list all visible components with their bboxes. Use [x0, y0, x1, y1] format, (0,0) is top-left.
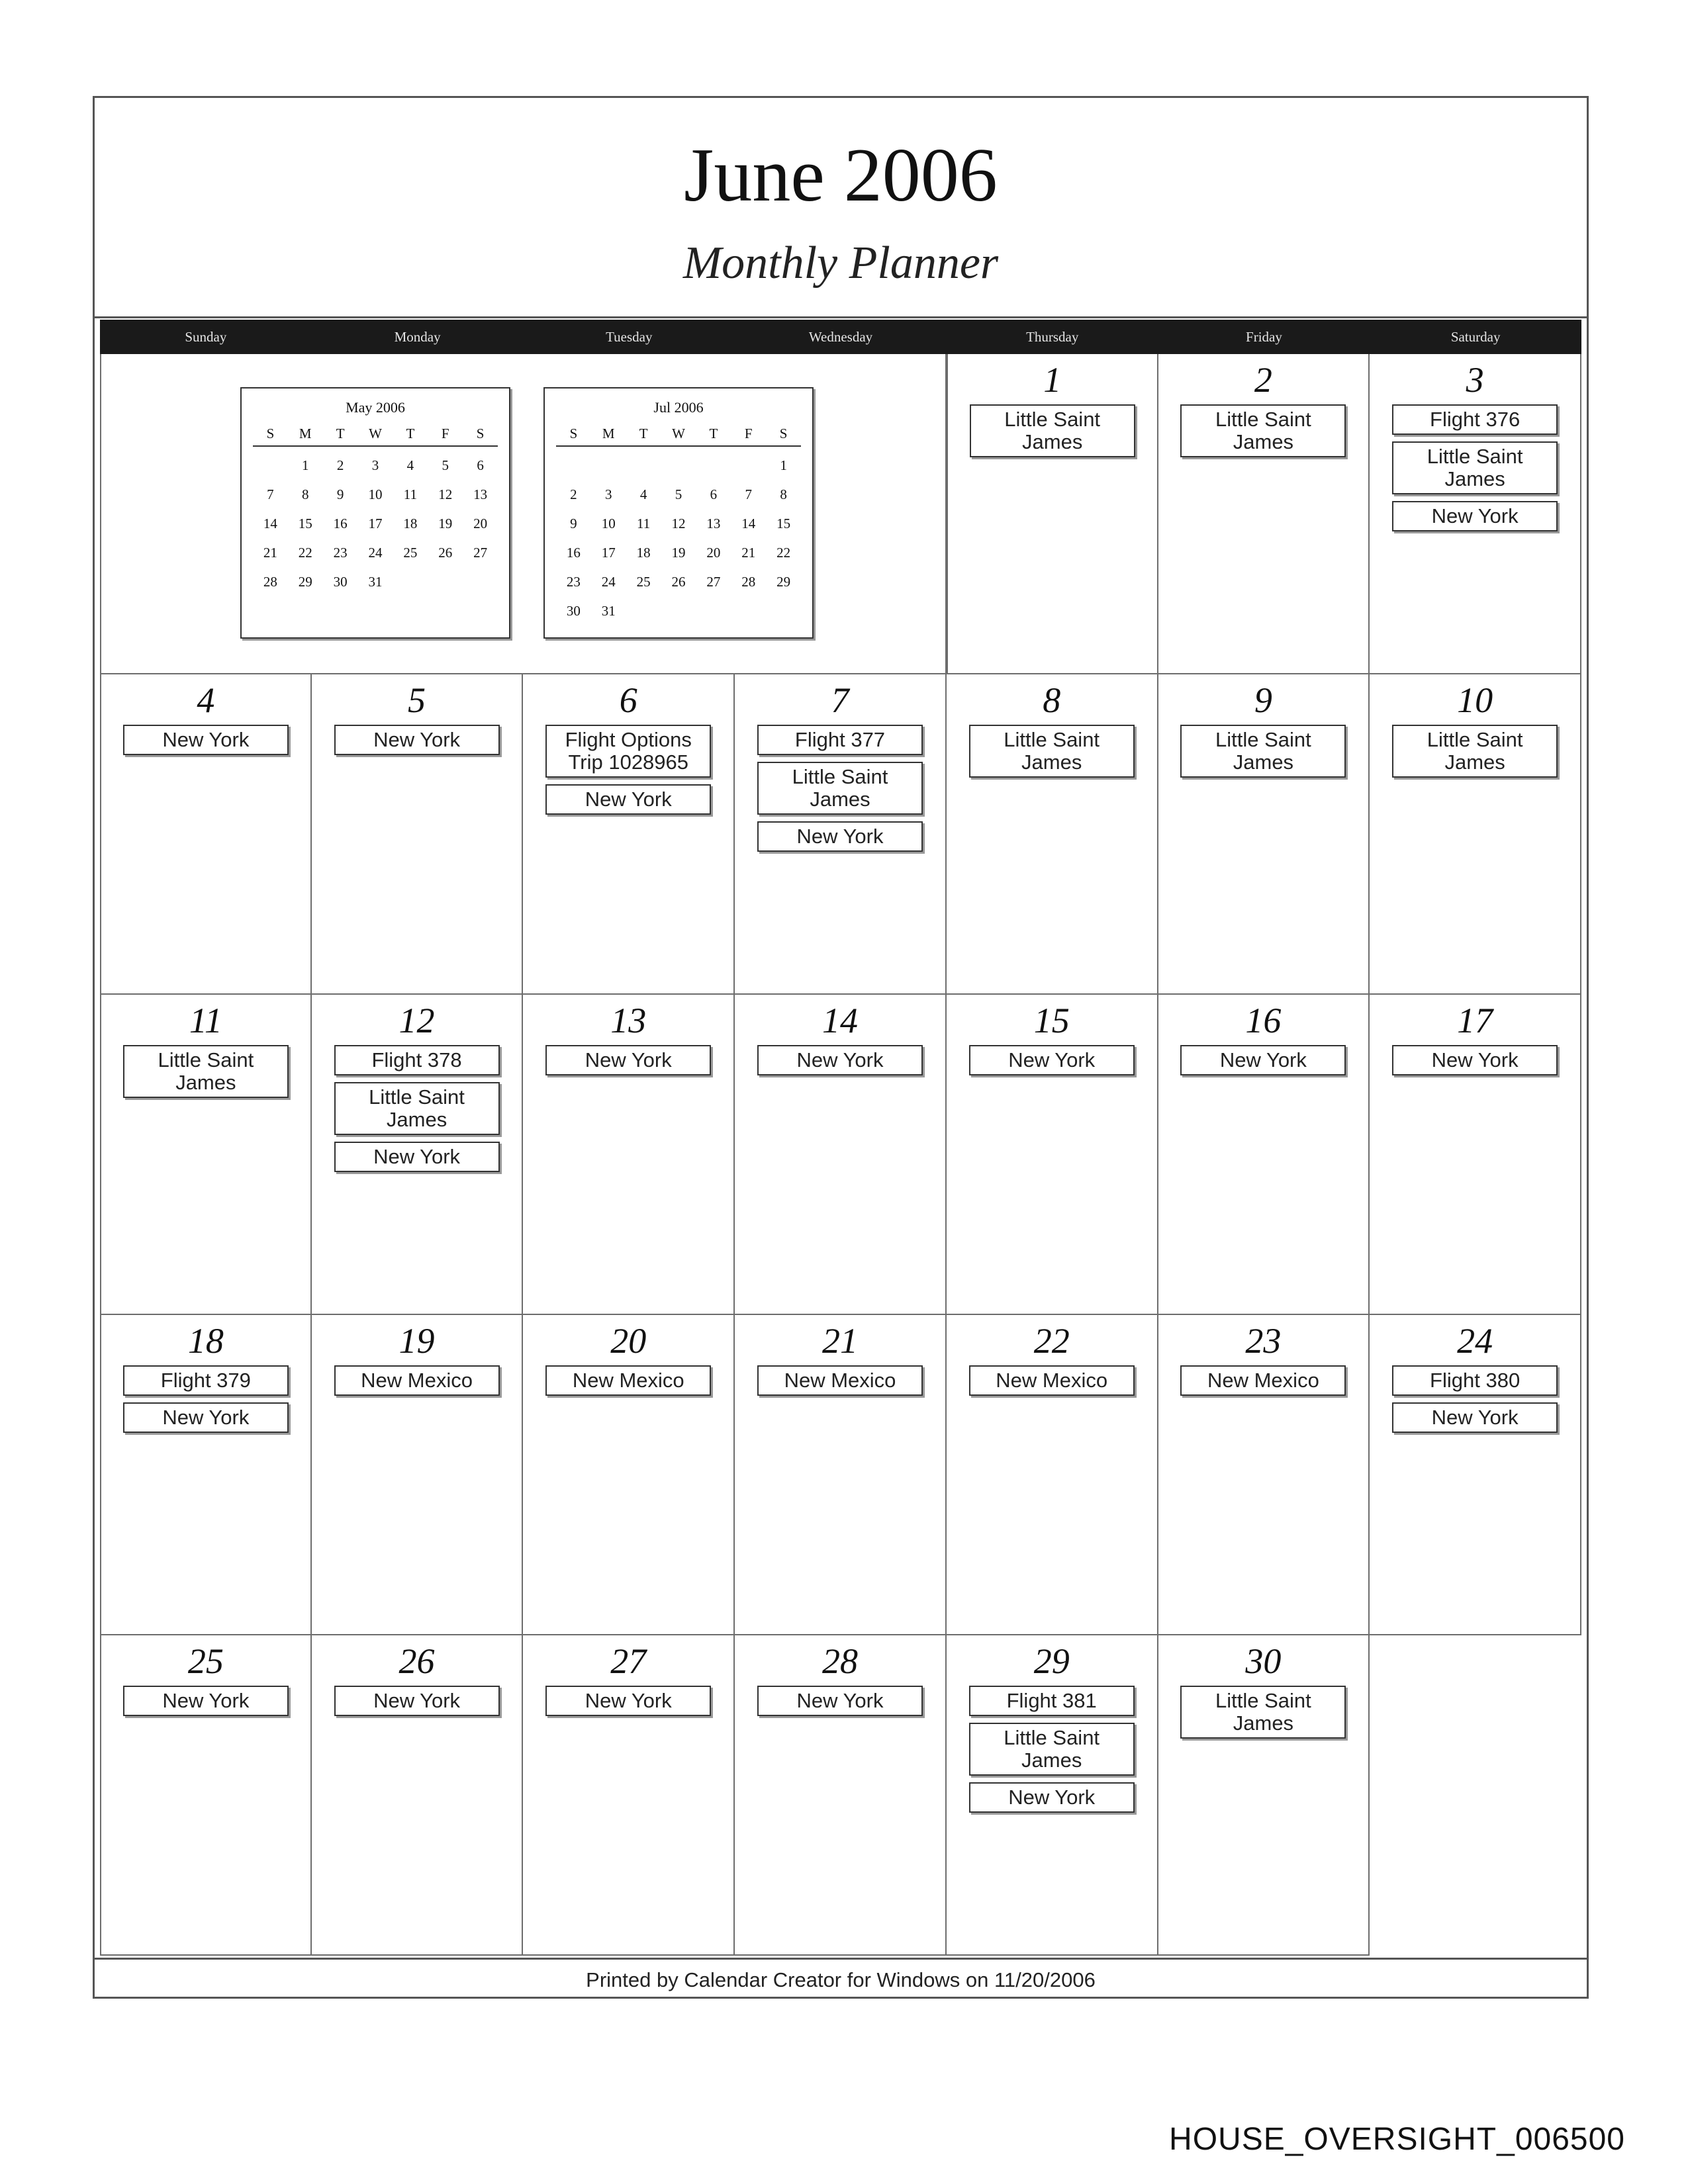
day-number: 28 [821, 1641, 858, 1681]
event-list [523, 1045, 733, 1075]
event-entry[interactable]: New York [123, 1402, 289, 1433]
event-list [101, 1365, 310, 1433]
mini-day: 10 [368, 486, 383, 502]
day-cell-22[interactable] [947, 1315, 1158, 1635]
event-list [1370, 404, 1580, 531]
day-number: 4 [197, 680, 215, 720]
mini-day: 15 [776, 516, 791, 531]
day-number: 15 [1033, 1001, 1070, 1040]
event-entry[interactable]: New York [1392, 501, 1558, 531]
event-list [523, 1686, 733, 1716]
mini-weekday-label: S [766, 422, 801, 447]
mini-day: 6 [477, 457, 484, 473]
day-cell-15[interactable] [947, 995, 1158, 1315]
mini-day: 3 [371, 457, 379, 473]
day-number: 12 [399, 1001, 435, 1040]
mini-day: 12 [438, 486, 453, 502]
mini-weekday-label: T [696, 422, 731, 447]
mini-day: 9 [336, 486, 344, 502]
mini-calendar-days [253, 422, 498, 596]
mini-day: 28 [741, 574, 756, 590]
mini-day: 12 [671, 516, 686, 531]
mini-day: 5 [442, 457, 449, 473]
mini-day: 14 [263, 516, 277, 531]
event-entry[interactable]: Little Saint James [1392, 441, 1558, 494]
day-cell-13[interactable] [523, 995, 735, 1315]
day-cell-21[interactable] [735, 1315, 947, 1635]
mini-day: 16 [566, 545, 581, 561]
day-number: 6 [619, 680, 637, 720]
event-entry[interactable]: New York [1180, 1045, 1346, 1075]
mini-day: 4 [406, 457, 414, 473]
event-list [1158, 1045, 1369, 1075]
event-list [1158, 1365, 1369, 1396]
day-cell-17[interactable] [1370, 995, 1581, 1315]
event-list [947, 1045, 1157, 1075]
mini-day: 4 [639, 486, 647, 502]
event-entry[interactable]: New Mexico [545, 1365, 711, 1396]
mini-day: 15 [298, 516, 312, 531]
day-number: 11 [189, 1001, 222, 1040]
mini-day: 18 [636, 545, 651, 561]
mini-day: 24 [601, 574, 616, 590]
mini-weekday-label: W [661, 422, 696, 447]
day-number: 23 [1245, 1321, 1282, 1361]
event-list [1158, 1686, 1369, 1739]
mini-day: 23 [566, 574, 581, 590]
mini-weekday-label: S [463, 422, 498, 447]
event-entry[interactable]: Flight 377 [757, 725, 923, 755]
event-list [1370, 725, 1580, 778]
event-list [1158, 725, 1369, 778]
mini-day [393, 567, 428, 596]
mini-day [428, 567, 463, 596]
mini-day: 17 [601, 545, 616, 561]
event-list [312, 1686, 522, 1716]
mini-day: 22 [298, 545, 312, 561]
event-entry[interactable]: Little Saint James [1180, 404, 1346, 457]
weekday-label-thursday: Thursday [1026, 329, 1079, 345]
day-cell-10[interactable] [1370, 674, 1581, 995]
day-cell-8[interactable] [947, 674, 1158, 995]
event-entry[interactable]: New York [123, 725, 289, 755]
event-entry[interactable]: Flight 381 [969, 1686, 1135, 1716]
day-cell-9[interactable] [1158, 674, 1370, 995]
day-cell-25[interactable] [100, 1635, 312, 1956]
weekday-header-bar [100, 320, 1581, 354]
event-entry[interactable]: Flight 376 [1392, 404, 1558, 435]
event-entry[interactable]: Flight Options Trip 1028965 [545, 725, 711, 778]
event-entry[interactable]: Flight 380 [1392, 1365, 1558, 1396]
event-entry[interactable]: New York [1392, 1045, 1558, 1075]
day-cell-7[interactable] [735, 674, 947, 995]
day-number: 9 [1254, 680, 1272, 720]
day-cell-29[interactable] [947, 1635, 1158, 1956]
event-list [947, 725, 1157, 778]
event-entry[interactable]: Little Saint James [757, 762, 923, 815]
day-cell-18[interactable] [100, 1315, 312, 1635]
mini-weekday-label: F [428, 422, 463, 447]
day-number: 19 [399, 1321, 435, 1361]
mini-day: 22 [776, 545, 791, 561]
day-number: 20 [610, 1321, 647, 1361]
mini-day: 21 [263, 545, 277, 561]
event-list [948, 404, 1157, 457]
day-number: 1 [1043, 360, 1062, 400]
mini-weekday-label: S [253, 422, 288, 447]
mini-day: 17 [368, 516, 383, 531]
event-list [312, 1045, 522, 1172]
mini-day [696, 596, 731, 625]
mini-weekday-label: M [591, 422, 626, 447]
day-cell-16[interactable] [1158, 995, 1370, 1315]
day-cell-26[interactable] [312, 1635, 524, 1956]
mini-day [731, 596, 766, 625]
event-entry[interactable]: Little Saint James [970, 404, 1135, 457]
weekday-label-friday: Friday [1246, 329, 1282, 345]
day-number: 21 [821, 1321, 858, 1361]
day-cell-11[interactable] [100, 995, 312, 1315]
mini-day: 8 [780, 486, 787, 502]
event-entry[interactable]: New York [545, 784, 711, 815]
mini-day: 19 [671, 545, 686, 561]
mini-day: 9 [570, 516, 577, 531]
day-number: 5 [408, 680, 426, 720]
day-number: 3 [1466, 360, 1484, 400]
mini-day: 6 [710, 486, 718, 502]
page-subtitle: Monthly Planner [682, 238, 999, 289]
mini-day: 20 [706, 545, 721, 561]
day-cell-23[interactable] [1158, 1315, 1370, 1635]
event-list [735, 725, 945, 852]
mini-weekday-label: W [358, 422, 393, 447]
event-entry[interactable]: New York [334, 1142, 500, 1172]
weekday-label-sunday: Sunday [185, 329, 227, 345]
mini-weekday-label: T [323, 422, 358, 447]
mini-day: 30 [566, 603, 581, 619]
event-entry[interactable]: Little Saint James [969, 725, 1135, 778]
event-list [735, 1045, 945, 1075]
event-entry[interactable]: Little Saint James [1392, 725, 1558, 778]
mini-day [463, 567, 498, 596]
mini-day: 24 [368, 545, 383, 561]
mini-day: 10 [601, 516, 616, 531]
weekday-label-saturday: Saturday [1450, 329, 1501, 345]
event-entry[interactable]: New Mexico [969, 1365, 1135, 1396]
event-entry[interactable]: New York [757, 1686, 923, 1716]
mini-weekday-label: M [288, 422, 323, 447]
mini-calendar-title: May 2006 [346, 399, 405, 416]
weekday-label-monday: Monday [394, 329, 441, 345]
event-entry[interactable]: Flight 378 [334, 1045, 500, 1075]
event-list [1370, 1365, 1580, 1433]
event-entry[interactable]: New Mexico [757, 1365, 923, 1396]
day-cell-30[interactable] [1158, 1635, 1370, 1956]
mini-day: 20 [473, 516, 488, 531]
day-number: 29 [1033, 1641, 1070, 1681]
mini-day: 27 [473, 545, 488, 561]
mini-day: 28 [263, 574, 277, 590]
event-entry[interactable]: New York [334, 725, 500, 755]
mini-day: 25 [636, 574, 651, 590]
mini-day: 1 [780, 457, 787, 473]
weekday-label-tuesday: Tuesday [606, 329, 653, 345]
event-entry[interactable]: New Mexico [334, 1365, 500, 1396]
mini-day: 1 [302, 457, 309, 473]
day-cell-12[interactable] [312, 995, 524, 1315]
event-list [101, 725, 310, 755]
mini-day: 29 [776, 574, 791, 590]
mini-weekday-label: S [556, 422, 591, 447]
event-entry[interactable]: New York [757, 821, 923, 852]
mini-day [661, 596, 696, 625]
mini-day [253, 451, 288, 480]
mini-day [766, 596, 801, 625]
event-entry[interactable]: New York [123, 1686, 289, 1716]
mini-day [591, 451, 626, 480]
mini-day [661, 451, 696, 480]
day-cell-1[interactable] [947, 354, 1158, 674]
mini-day [626, 596, 661, 625]
mini-day: 31 [368, 574, 383, 590]
mini-calendar-title: Jul 2006 [653, 399, 704, 416]
day-number: 22 [1033, 1321, 1070, 1361]
day-number: 27 [610, 1641, 647, 1681]
mini-day: 2 [336, 457, 344, 473]
event-entry[interactable]: Little Saint James [1180, 1686, 1346, 1739]
mini-day: 27 [706, 574, 721, 590]
mini-day: 30 [333, 574, 348, 590]
day-number: 30 [1245, 1641, 1282, 1681]
event-list [312, 1365, 522, 1396]
print-footer: Printed by Calendar Creator for Windows on 11/20/2006 [95, 1958, 1587, 2001]
mini-day: 19 [438, 516, 453, 531]
day-number: 2 [1254, 360, 1272, 400]
previous-next-month-panel [100, 354, 947, 674]
empty-day-cell [1370, 1635, 1581, 1956]
day-cell-19[interactable] [312, 1315, 524, 1635]
day-cell-3[interactable] [1370, 354, 1581, 674]
day-cell-4[interactable] [100, 674, 312, 995]
event-entry[interactable]: Little Saint James [123, 1045, 289, 1098]
day-number: 17 [1457, 1001, 1493, 1040]
day-number: 18 [187, 1321, 224, 1361]
mini-day: 8 [302, 486, 309, 502]
mini-day: 29 [298, 574, 312, 590]
event-entry[interactable]: New York [334, 1686, 500, 1716]
day-cell-20[interactable] [523, 1315, 735, 1635]
day-number: 13 [610, 1001, 647, 1040]
mini-day [556, 451, 591, 480]
mini-day: 26 [438, 545, 453, 561]
monthly-planner [93, 96, 1589, 1999]
mini-day: 23 [333, 545, 348, 561]
event-list [312, 725, 522, 755]
mini-day: 16 [333, 516, 348, 531]
mini-weekday-label: T [393, 422, 428, 447]
mini-day: 2 [570, 486, 577, 502]
day-number: 7 [831, 680, 849, 720]
event-entry[interactable]: Little Saint James [334, 1082, 500, 1135]
event-entry[interactable]: New York [969, 1782, 1135, 1813]
mini-calendar-days [556, 422, 801, 625]
event-list [735, 1686, 945, 1716]
event-entry[interactable]: Little Saint James [1180, 725, 1346, 778]
bates-number: HOUSE_OVERSIGHT_006500 [1169, 2122, 1625, 2157]
day-number: 26 [399, 1641, 435, 1681]
mini-calendar-may-2006 [240, 387, 510, 639]
mini-day: 14 [741, 516, 756, 531]
event-entry[interactable]: New York [545, 1045, 711, 1075]
mini-day: 3 [605, 486, 612, 502]
event-entry[interactable]: New York [969, 1045, 1135, 1075]
day-cell-5[interactable] [312, 674, 524, 995]
event-entry[interactable]: New York [545, 1686, 711, 1716]
day-number: 25 [187, 1641, 224, 1681]
mini-day: 7 [745, 486, 752, 502]
event-entry[interactable]: Flight 379 [123, 1365, 289, 1396]
event-entry[interactable]: New York [757, 1045, 923, 1075]
event-list [1370, 1045, 1580, 1075]
day-cell-27[interactable] [523, 1635, 735, 1956]
event-list [101, 1686, 310, 1716]
day-number: 8 [1043, 680, 1061, 720]
mini-day [696, 451, 731, 480]
planner-header [95, 98, 1587, 318]
mini-day: 13 [473, 486, 488, 502]
mini-day: 7 [267, 486, 274, 502]
event-entry[interactable]: Little Saint James [969, 1723, 1135, 1776]
event-list [101, 1045, 310, 1098]
event-list [1158, 404, 1369, 457]
mini-day: 31 [601, 603, 616, 619]
day-cell-6[interactable] [523, 674, 735, 995]
event-list [947, 1686, 1157, 1813]
event-list [523, 725, 733, 815]
mini-weekday-label: F [731, 422, 766, 447]
event-list [735, 1365, 945, 1396]
mini-calendar-jul-2006 [543, 387, 814, 639]
event-list [947, 1365, 1157, 1396]
day-number: 10 [1457, 680, 1493, 720]
day-number: 14 [821, 1001, 858, 1040]
mini-day: 11 [403, 486, 417, 502]
day-number: 16 [1245, 1001, 1282, 1040]
weekday-label-wednesday: Wednesday [808, 329, 873, 345]
event-list [523, 1365, 733, 1396]
event-entry[interactable]: New York [1392, 1402, 1558, 1433]
event-entry[interactable]: New Mexico [1180, 1365, 1346, 1396]
mini-day: 11 [637, 516, 651, 531]
mini-day: 26 [671, 574, 686, 590]
day-cell-14[interactable] [735, 995, 947, 1315]
mini-day: 5 [675, 486, 682, 502]
mini-day: 18 [403, 516, 418, 531]
day-cell-24[interactable] [1370, 1315, 1581, 1635]
mini-weekday-label: T [626, 422, 661, 447]
mini-day: 13 [706, 516, 721, 531]
day-cell-2[interactable] [1158, 354, 1370, 674]
calendar-grid [100, 354, 1581, 1956]
day-cell-28[interactable] [735, 1635, 947, 1956]
mini-day [731, 451, 766, 480]
mini-day: 25 [403, 545, 418, 561]
mini-day [626, 451, 661, 480]
page-title: June 2006 [684, 133, 998, 218]
day-number: 24 [1457, 1321, 1493, 1361]
mini-day: 21 [741, 545, 756, 561]
